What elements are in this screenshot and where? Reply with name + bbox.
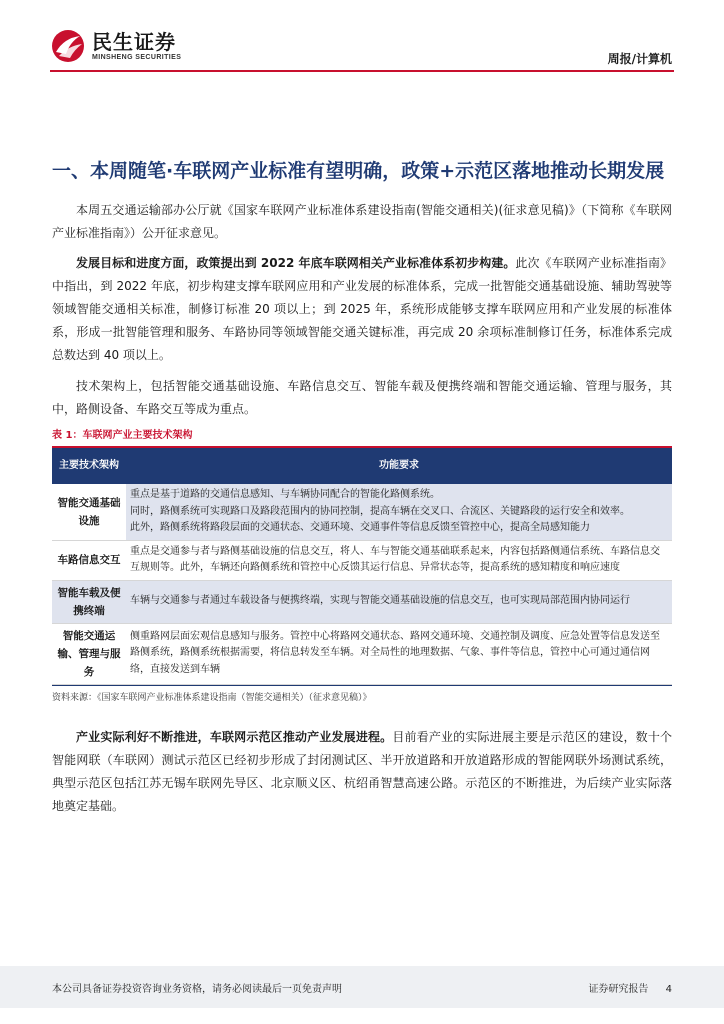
desc-line: 车辆与交通参与者通过车载设备与便携终端，实现与智能交通基础设施的信息交互，也可实现局部范围内协同运行 xyxy=(130,595,630,607)
company-logo xyxy=(50,28,181,64)
page-header xyxy=(0,0,724,82)
header-divider xyxy=(50,70,674,72)
desc-line: 此外，路侧系统将路段层面的交通状态、交通环境、交通事件等信息反馈至管控中心，提高全局感知能力 xyxy=(130,522,590,533)
table-title: 表 1：车联网产业主要技术架构 xyxy=(52,430,193,441)
paragraph-architecture: 技术架构上，包括智能交通基础设施、车路信息交互、智能车载及便携终端和智能交通运输、管理与服务，其中，路侧设备、车路交互等成为重点。 xyxy=(52,379,672,416)
table-source: 资料来源：《国家车联网产业标准体系建设指南（智能交通相关）（征求意见稿）》 xyxy=(52,692,372,703)
desc-line: 重点是基于道路的交通信息感知、与车辆协同配合的智能化路侧系统。 xyxy=(130,489,440,500)
paragraph-announcement: 本周五交通运输部办公厅就《国家车联网产业标准体系建设指南(智能交通相关)(征求意见稿)》（下简称《车联网产业标准指南》）公开征求意见。 xyxy=(52,203,672,240)
row-desc-transport-services xyxy=(126,623,672,684)
table-row xyxy=(52,484,672,540)
desc-line: 侧重路网层面宏观信息感知与服务。管控中心将路网交通状态、路网交通环境、交通控制及调度、应急处置等信息发送至路侧系统，路侧系统根据需要，将信息转发至车辆。对全局性的地理数据、气象、事件等信息，管控中心可通过通信网络，直接发送到车辆 xyxy=(130,630,660,675)
table-header-row xyxy=(52,448,672,484)
table-header-function: 功能要求 xyxy=(126,448,672,484)
section-title: 一、本周随笔·车联网产业标准有望明确，政策+示范区落地推动长期发展 xyxy=(52,160,665,182)
footer-disclaimer: 本公司具备证券投资咨询业务资格，请务必阅读最后一页免责声明 xyxy=(52,984,342,995)
footer-meta xyxy=(574,980,672,995)
paragraph-demo-zones-body: 目前看产业的实际进展主要是示范区的建设，数十个智能网联（车联网）测试示范区已经初步形成了封闭测试区、半开放道路和开放道路形成的智能网联外场测试系统，典型示范区包括江苏无锡车联网先导区、北京顺义区、杭绍甬智慧高速公路。示范区的不断推进，为后续产业实际落地奠定基础。 xyxy=(52,729,672,813)
paragraph-goals-lead: 发展目标和进度方面，政策提出到 2022 年底车联网相关产业标准体系初步构建。 xyxy=(76,256,516,270)
table-row xyxy=(52,580,672,623)
table-row xyxy=(52,540,672,580)
paragraph-goals-body: 此次《车联网产业标准指南》中指出，到 2022 年底，初步构建支撑车联网应用和产业发展的标准体系，完成一批智能交通基础设施、辅助驾驶等领域智能交通相关标准，制修订标准 20 项以上；到 2025 年，系统形成能够支撑车联网应用和产业发展的标准体系，形成一批智能管理和服务、车路协同等领域智能交通关键标准，再完成 20 余项标准制修订任务，标准体系完成总数达到 40 项以上。 xyxy=(52,256,672,362)
page-footer xyxy=(0,966,724,1008)
row-desc-v2x-interaction xyxy=(126,540,672,580)
desc-line: 重点是交通参与者与路侧基础设施的信息交互，将人、车与智能交通基础联系起来，内容包括路侧通信系统、车路信息交互规则等。此外，车辆还向路侧系统和管控中心反馈其运行信息、异常状态等，提高系统的感知精度和响应速度 xyxy=(130,545,660,573)
table-bottom-rule xyxy=(52,685,672,686)
page-number: 4 xyxy=(665,984,672,995)
desc-line: 同时，路侧系统可实现路口及路段范围内的协同控制，提高车辆在交叉口、合流区、关键路段的运行安全和效率。 xyxy=(130,505,630,517)
row-name-terminals: 智能车载及便携终端 xyxy=(52,580,126,623)
row-desc-infrastructure xyxy=(126,484,672,540)
table-row xyxy=(52,623,672,684)
table-header-architecture: 主要技术架构 xyxy=(52,448,126,484)
paragraph-demo-zones xyxy=(52,726,672,818)
report-type: 周报/计算机 xyxy=(607,52,672,66)
row-desc-terminals xyxy=(126,580,672,623)
footer-doc-type: 证券研究报告 xyxy=(588,984,649,995)
row-name-infrastructure: 智能交通基础设施 xyxy=(52,484,126,540)
logo-chinese-name: 民生证券 xyxy=(92,29,176,54)
minsheng-logo-icon xyxy=(50,28,86,64)
logo-english-name: MINSHENG SECURITIES xyxy=(92,53,182,61)
row-name-transport-services: 智能交通运输、管理与服务 xyxy=(52,623,126,684)
architecture-table xyxy=(52,448,672,685)
row-name-v2x-interaction: 车路信息交互 xyxy=(52,540,126,580)
main-content xyxy=(52,158,672,818)
paragraph-goals xyxy=(52,252,672,367)
paragraph-demo-zones-lead: 产业实际利好不断推进，车联网示范区推动产业发展进程。 xyxy=(76,729,393,744)
